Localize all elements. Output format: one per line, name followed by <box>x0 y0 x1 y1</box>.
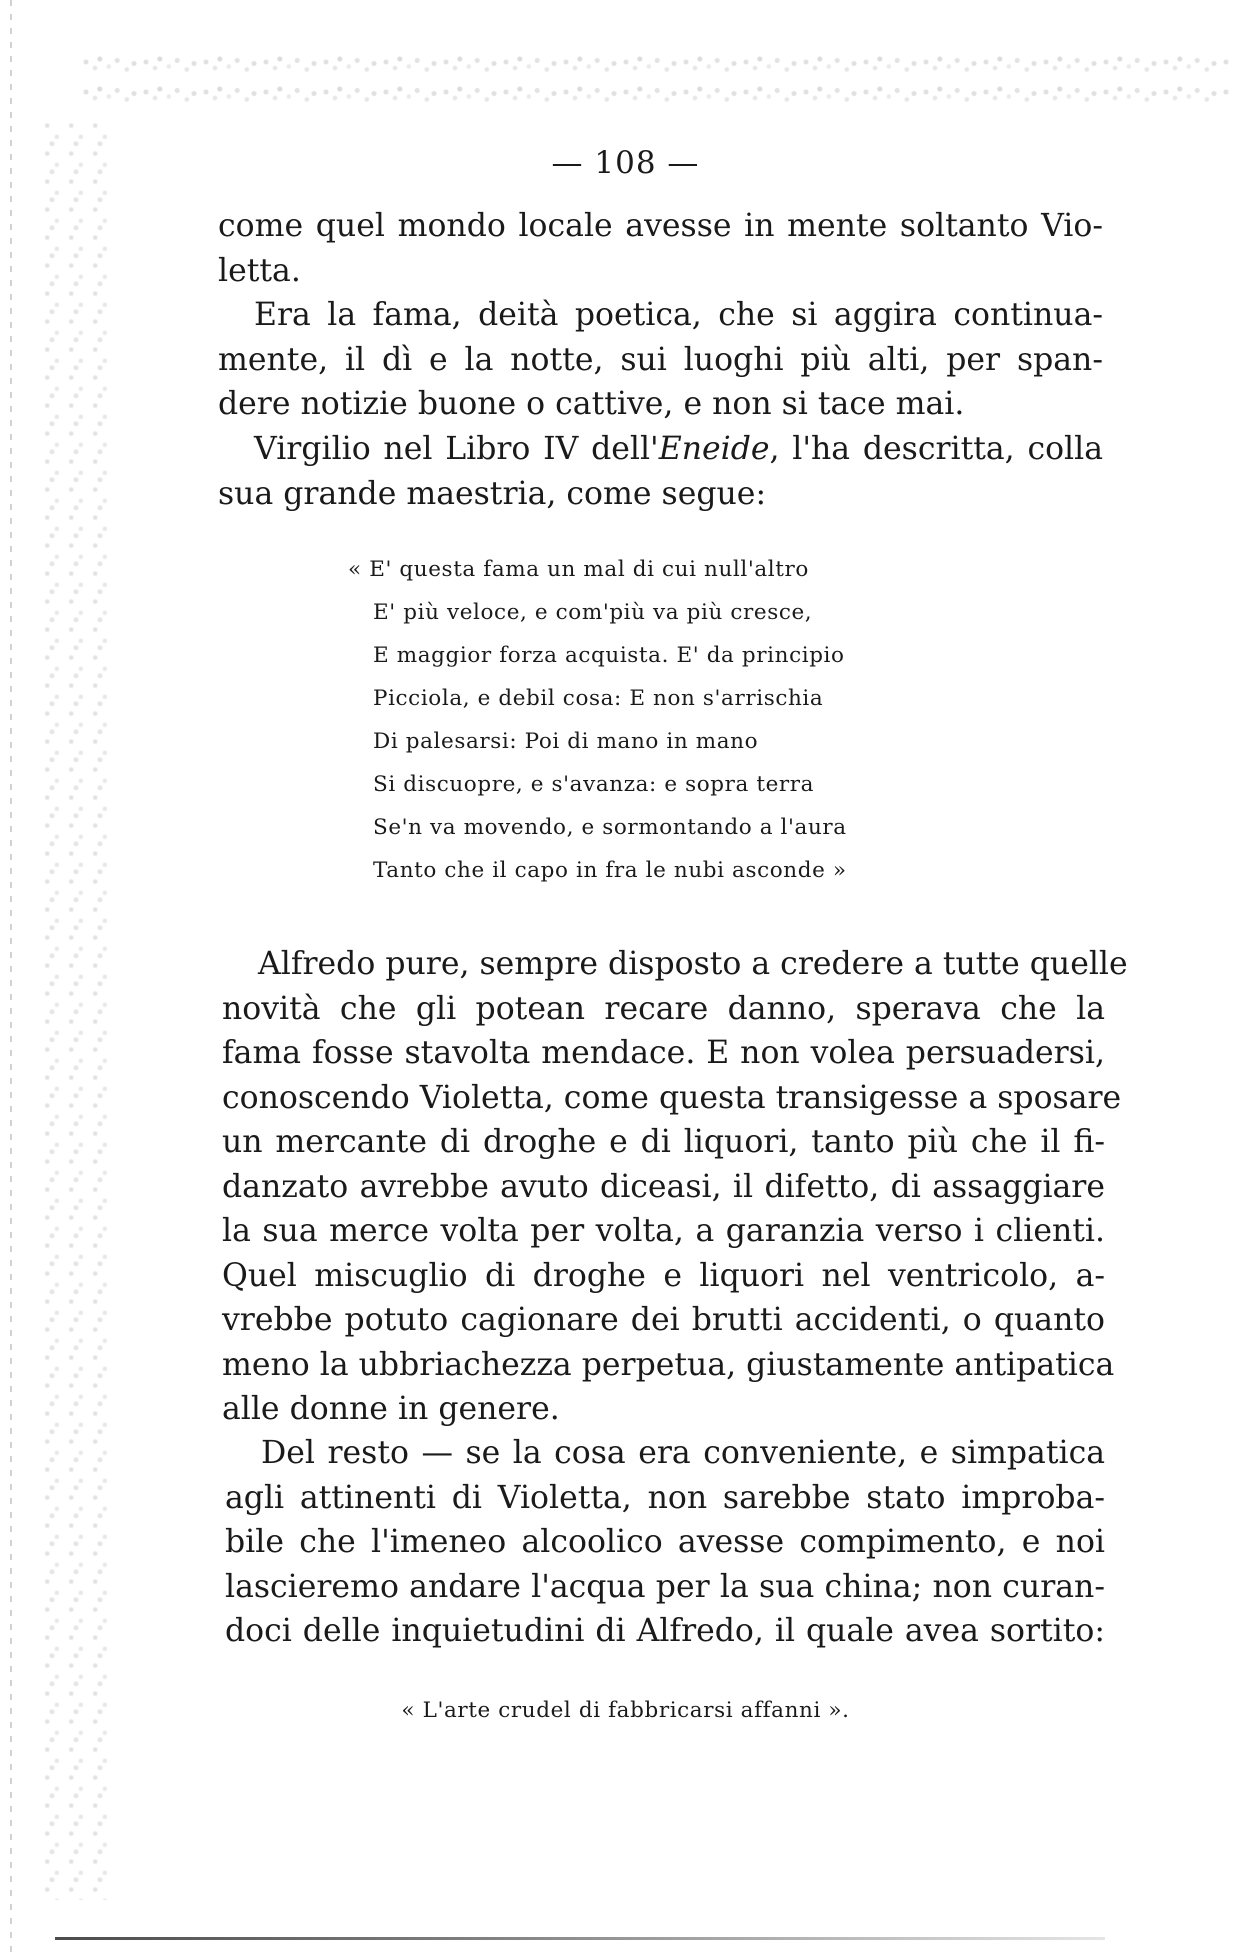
verse-line: E' più veloce, e com'più va più cresce, <box>373 600 813 625</box>
verse-line: « E' questa fama un mal di cui null'altro <box>348 557 809 582</box>
text-line: Alfredo pure, sempre disposto a credere a tutte quelle <box>258 946 1128 982</box>
text-fragment: Virgilio nel Libro IV dell' <box>254 431 659 467</box>
verse-line: Si discuopre, e s'avanza: e sopra terra <box>373 772 815 797</box>
paragraph-fama <box>218 293 1103 427</box>
top-margin-noise <box>80 50 1230 110</box>
paragraph-alfredo <box>222 942 1128 1432</box>
text-line: meno la ubbriachezza perpetua, giustamente antipatica <box>222 1346 1115 1383</box>
text-line: Del resto — se la cosa era conveniente, e simpatica <box>261 1435 1105 1471</box>
page-number: — 108 — <box>551 145 700 181</box>
text-line: danzato avrebbe avuto diceasi, il difetto, di assaggiare <box>222 1168 1105 1205</box>
left-margin-noise <box>40 120 110 1900</box>
paragraph-continuation <box>218 204 1103 293</box>
text-line: come quel mondo locale avesse in mente soltanto Vio- <box>218 208 1103 244</box>
text-line: vrebbe potuto cagionare dei brutti accidenti, o quanto <box>222 1302 1105 1338</box>
text-line: Quel miscuglio di droghe e liquori nel ventricolo, a- <box>222 1257 1105 1294</box>
verse-line: Tanto che il capo in fra le nubi asconde » <box>373 858 847 883</box>
paragraph-virgilio <box>218 427 1103 516</box>
scan-edge-artifact <box>10 0 12 1958</box>
text-fragment: , l'ha descritta, colla <box>769 431 1103 467</box>
verse-line: Picciola, e debil cosa: E non s'arrischia <box>373 686 824 711</box>
bottom-scan-rule <box>55 1937 1105 1940</box>
text-line: novità che gli potean recare danno, sperava che la <box>222 990 1105 1027</box>
text-line: bile che l'imeneo alcoolico avesse compimento, e noi <box>225 1524 1105 1560</box>
text-line: alle donne in genere. <box>222 1391 560 1427</box>
text-line: doci delle inquietudini di Alfredo, il quale avea sortito: <box>225 1613 1105 1649</box>
text-line: letta. <box>218 252 301 289</box>
text-line: conoscendo Violetta, come questa transigesse a sposare <box>222 1079 1122 1116</box>
verse-line: Di palesarsi: Poi di mano in mano <box>373 729 759 754</box>
text-line: sua grande maestria, come segue: <box>218 475 767 512</box>
book-title: Eneide <box>658 431 770 467</box>
text-line: dere notizie buone o cattive, e non si tace mai. <box>218 386 965 422</box>
text-line: mente, il dì e la notte, sui luoghi più alti, per span- <box>218 341 1103 378</box>
verse-line: E maggior forza acquista. E' da principio <box>373 643 845 668</box>
text-line: la sua merce volta per volta, a garanzia verso i clienti. <box>222 1213 1105 1249</box>
text-line <box>218 427 1103 472</box>
closing-quotation: « L'arte crudel di fabbricarsi affanni ». <box>401 1698 850 1723</box>
verse-line: Se'n va movendo, e sormontando a l'aura <box>373 815 847 840</box>
text-line: fama fosse stavolta mendace. E non volea persuadersi, <box>222 1035 1105 1071</box>
verse-quotation <box>348 548 1053 892</box>
text-line: agli attinenti di Violetta, non sarebbe stato improba- <box>225 1479 1105 1516</box>
text-line: lascieremo andare l'acqua per la sua china; non curan- <box>225 1568 1105 1605</box>
text-line: un mercante di droghe e di liquori, tanto più che il fi- <box>222 1124 1105 1160</box>
paragraph-del-resto <box>225 1431 1105 1654</box>
text-line: Era la fama, deità poetica, che si aggira continua- <box>254 297 1103 333</box>
